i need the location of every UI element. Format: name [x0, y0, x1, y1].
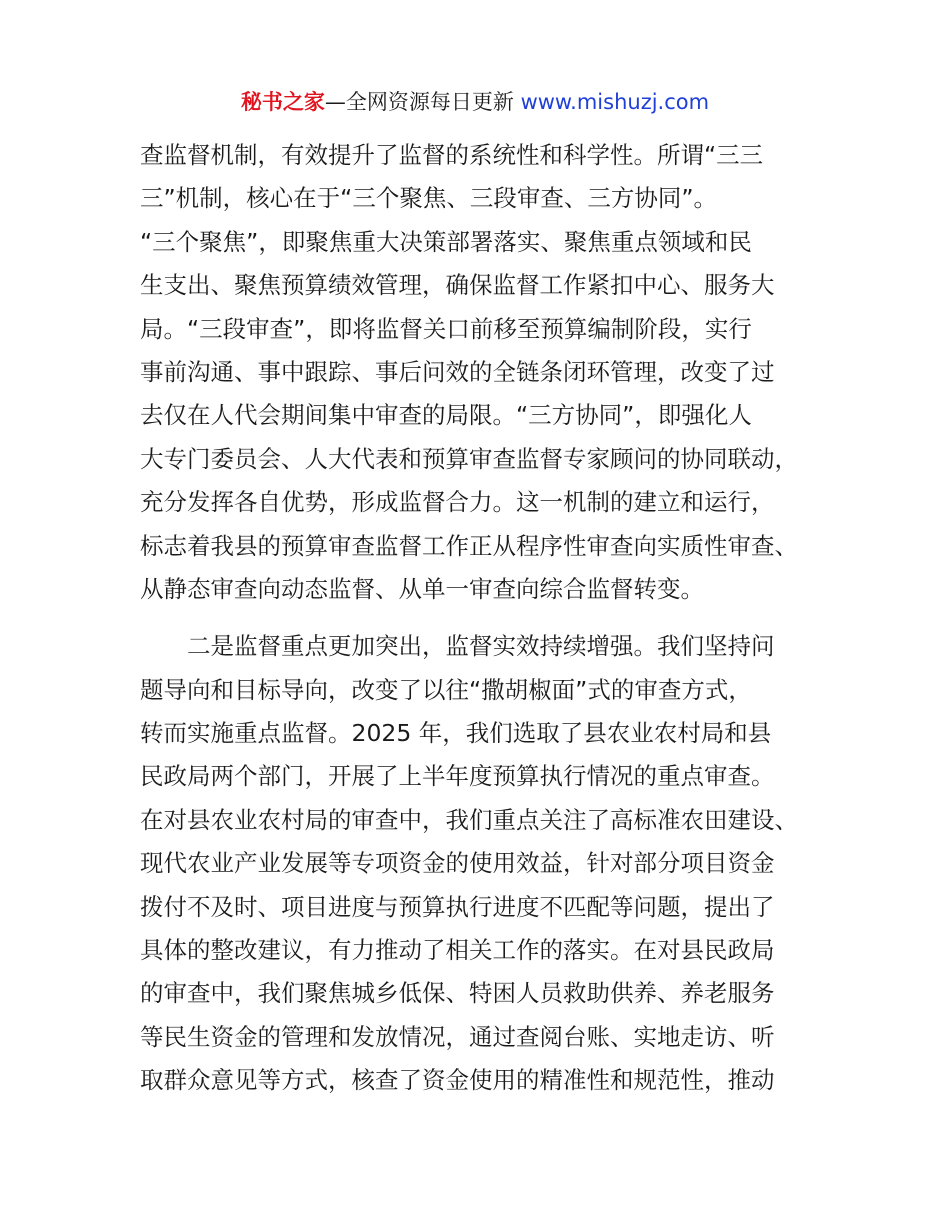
text-line: 生支出、聚焦预算绩效管理，确保监督工作紧扣中心、服务大 — [140, 271, 775, 300]
text-line: 的审查中，我们聚焦城乡低保、特困人员救助供养、养老服务 — [140, 979, 775, 1008]
paragraph-continued — [140, 134, 830, 611]
text-line: 标志着我县的预算审查监督工作正从程序性审查向实质性审查、 — [140, 531, 798, 560]
paragraph-supervision-focus — [140, 625, 830, 1102]
text-line: 等民生资金的管理和发放情况，通过查阅台账、实地走访、听 — [140, 1022, 775, 1051]
text-line: 事前沟通、事中跟踪、事后问效的全链条闭环管理，改变了过 — [140, 357, 775, 386]
text-line: 局。“三段审查”，即将监督关口前移至预算编制阶段，实行 — [140, 314, 752, 343]
text-line-first: 二是监督重点更加突出，监督实效持续增强。我们坚持问 — [187, 632, 775, 661]
brand-name: 秘书之家 — [240, 90, 325, 114]
text-line: 具体的整改建议，有力推动了相关工作的落实。在对县民政局 — [140, 936, 775, 965]
text-line: 充分发挥各自优势，形成监督合力。这一机制的建立和运行， — [140, 488, 775, 517]
text-line: 从静态审查向动态监督、从单一审查向综合监督转变。 — [140, 574, 704, 603]
text-line: “三个聚焦”，即聚焦重大决策部署落实、聚焦重点领域和民 — [140, 227, 752, 256]
text-line: 取群众意见等方式，核查了资金使用的精准性和规范性，推动 — [140, 1066, 775, 1095]
text-line: 大专门委员会、人大代表和预算审查监督专家顾问的协同联动， — [140, 444, 798, 473]
document-body — [140, 134, 830, 1103]
text-line: 转而实施重点监督。2025 年，我们选取了县农业农村局和县 — [140, 719, 772, 748]
paragraph-gap — [140, 611, 830, 625]
text-line: 去仅在人代会期间集中审查的局限。“三方协同”，即强化人 — [140, 401, 752, 430]
page-header — [0, 86, 950, 118]
text-line: 在对县农业农村局的审查中，我们重点关注了高标准农田建设、 — [140, 805, 798, 834]
text-line: 三”机制，核心在于“三个聚焦、三段审查、三方协同”。 — [140, 184, 718, 213]
text-line: 查监督机制，有效提升了监督的系统性和科学性。所谓“三三 — [140, 141, 764, 169]
text-line: 拨付不及时、项目进度与预算执行进度不匹配等问题，提出了 — [140, 892, 775, 921]
site-url-link[interactable]: www.mishuzj.com — [520, 90, 710, 114]
text-line: 民政局两个部门，开展了上半年度预算执行情况的重点审查。 — [140, 762, 775, 791]
text-line: 题导向和目标导向，改变了以往“撒胡椒面”式的审查方式， — [140, 675, 752, 704]
header-tagline: —全网资源每日更新 — [324, 90, 521, 114]
text-line: 现代农业产业发展等专项资金的使用效益，针对部分项目资金 — [140, 849, 775, 878]
